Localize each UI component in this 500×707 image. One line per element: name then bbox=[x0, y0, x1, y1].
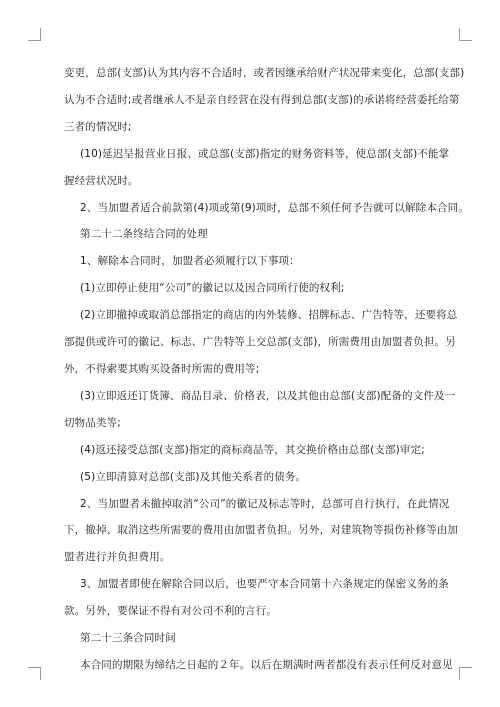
text-line: 款。另外，要保证不得有对公司不利的言行。 bbox=[64, 605, 277, 618]
text-line: 第二十三条合同时间 bbox=[80, 632, 176, 645]
text-line: 切物品类等; bbox=[64, 416, 121, 429]
crop-mark-bottom-right bbox=[459, 667, 472, 680]
crop-mark-top-left bbox=[28, 28, 41, 41]
text-line: 1、解除本合同时，加盟者必须履行以下事项： bbox=[80, 255, 300, 268]
text-line: (1)立即停止使用“公司”的徽记以及因合同所行使的权利; bbox=[80, 282, 345, 295]
text-line: 本合同的期限为缔结之日起的２年。以后在期满时两者都没有表示任何反对意见 bbox=[80, 658, 453, 671]
text-line: 三者的情况时; bbox=[64, 120, 132, 133]
crop-mark-bottom-left bbox=[28, 667, 41, 680]
text-line: 下，撤掉、取消这些所需要的费用由加盟者负担。另外，对建筑物等损伤补修等由加 bbox=[64, 524, 459, 537]
crop-mark-top-right bbox=[459, 28, 472, 41]
text-line: 握经营状况时。 bbox=[64, 174, 139, 187]
text-line: (10)延迟呈报营业日报、或总部(支部)指定的财务资料等，使总部(支部)不能掌 bbox=[80, 147, 450, 160]
document-body bbox=[64, 60, 469, 679]
text-line: (5)立即清算对总部(支部)及其他关系者的债务。 bbox=[80, 470, 307, 483]
text-line: 第二十二条终结合同的处理 bbox=[80, 228, 208, 241]
text-line: 2、当加盟者未撤掉取消“公司”的徽记及标志等时，总部可自行执行，在此情况 bbox=[80, 497, 450, 510]
text-line: 变更，总部(支部)认为其内容不合适时，或者因继承给财产状况带来变化，总部(支部) bbox=[64, 67, 465, 79]
text-line: 认为不合适时;或者继承人不是亲自经营在没有得到总部(支部)的承诺将经营委托给第 bbox=[64, 93, 460, 106]
text-line: (2)立即撤掉或取消总部指定的商店的内外装修、招牌标志、广告特等，还要将总 bbox=[80, 309, 458, 322]
text-line: 外，不得索要其购买设备时所需的费用等; bbox=[64, 362, 260, 375]
text-line: 部提供或许可的徽记、标志、广告特等上交总部(支部)，所需费用由加盟者负担。另 bbox=[64, 336, 456, 349]
text-line: (4)返还接受总部(支部)指定的商标商品等，其交换价格由总部(支部)审定; bbox=[80, 443, 425, 456]
text-line: 2、当加盟者适合前款第(4)项或第(9)项时，总部不须任何予告就可以解除本合同。 bbox=[80, 201, 469, 214]
text-line: 3、加盟者即使在解除合同以后，也要严守本合同第十六条规定的保密义务的条 bbox=[80, 578, 449, 591]
text-line: (3)立即返还订货簿、商品目录、价格表，以及其他由总部(支部)配备的文件及一 bbox=[80, 389, 456, 402]
text-line: 盟者进行并负担费用。 bbox=[64, 551, 171, 564]
